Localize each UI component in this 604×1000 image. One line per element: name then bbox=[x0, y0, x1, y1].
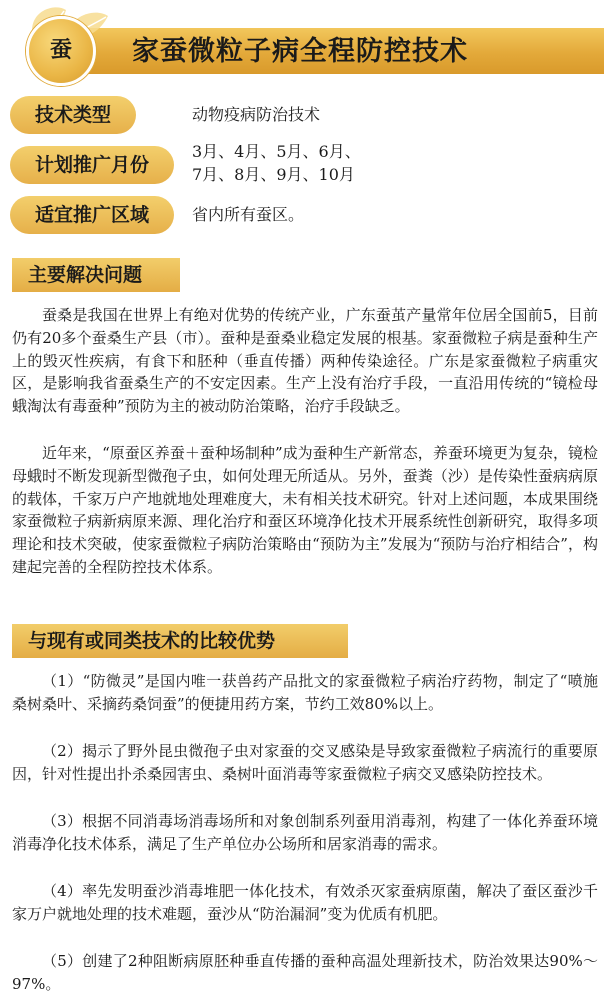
info-row-months bbox=[10, 144, 600, 192]
advantage-item-5: （5）创建了2种阻断病原胚种垂直传播的蚕种高温处理新技术，防治效果达90%～97%。 bbox=[12, 952, 598, 993]
category-badge bbox=[26, 16, 96, 86]
title-banner bbox=[0, 14, 604, 86]
problems-paragraph-1: 蚕桑是我国在世界上有绝对优势的传统产业，广东蚕茧产量常年位居全国前5，目前仍有20多个蚕桑生产县（市）。蚕种是蚕桑业稳定发展的根基。家蚕微粒子病是蚕种生产上的毁灭性疾病，有食下和胚种（垂直传播）两种传染途径。广东是家蚕微粒子病重灾区，是影响我省蚕桑生产的不安定因素。生产上没有治疗手段，一直沿用传统的“镜检母蛾淘汰有毒蚕种”预防为主的被动防治策略，治疗手段缺乏。 bbox=[12, 306, 598, 416]
region-label: 适宜推广区域 bbox=[10, 196, 174, 234]
advantage-item-1: （1）“防微灵”是国内唯一获兽药产品批文的家蚕微粒子病治疗药物，制定了“喷施桑树桑叶、采摘药桑饲蚕”的便捷用药方案，节约工效80%以上。 bbox=[12, 672, 598, 713]
advantage-item-3: （3）根据不同消毒场消毒场所和对象创制系列蚕用消毒剂，构建了一体化养蚕环境消毒净化技术体系，满足了生产单位办公场所和居家消毒的需求。 bbox=[12, 812, 598, 853]
section-heading-problems: 主要解决问题 bbox=[12, 258, 180, 292]
section-heading-advantages: 与现有或同类技术的比较优势 bbox=[12, 624, 348, 658]
problems-paragraph-2: 近年来，“原蚕区养蚕＋蚕种场制种”成为蚕种生产新常态，养蚕环境更为复杂，镜检母蛾时不断发现新型微孢子虫，如何处理无所适从。另外，蚕粪（沙）是传染性蚕病病原的载体，千家万户产地就地处理难度大，未有相关技术研究。针对上述问题，本成果围绕家蚕微粒子病新病原来源、理化治疗和蚕区环境净化技术开展系统性创新研究，取得多项理论和技术突破，使家蚕微粒子病防治策略由“预防为主”发展为“预防与治疗相结合”，构建起完善的全程防控技术体系。 bbox=[12, 444, 598, 576]
advantage-item-2: （2）揭示了野外昆虫微孢子虫对家蚕的交叉感染是导致家蚕微粒子病流行的重要原因，针对性提出扑杀桑园害虫、桑树叶面消毒等家蚕微粒子病交叉感染防控技术。 bbox=[12, 742, 598, 783]
page-title: 家蚕微粒子病全程防控技术 bbox=[132, 36, 468, 67]
months-label: 计划推广月份 bbox=[10, 146, 174, 184]
tech-type-value: 动物疫病防治技术 bbox=[192, 105, 321, 124]
region-value: 省内所有蚕区。 bbox=[192, 205, 305, 224]
tech-type-label: 技术类型 bbox=[10, 96, 136, 134]
months-value-line-2: 7月、8月、9月、10月 bbox=[192, 165, 355, 184]
months-value-line-1: 3月、4月、5月、6月、 bbox=[192, 142, 361, 161]
advantage-item-4: （4）率先发明蚕沙消毒堆肥一体化技术，有效杀灭家蚕病原菌，解决了蚕区蚕沙千家万户就地处理的技术难题，蚕沙从“防治漏洞”变为优质有机肥。 bbox=[12, 882, 598, 923]
info-row-tech-type bbox=[10, 96, 600, 136]
info-row-region bbox=[10, 196, 600, 236]
badge-char: 蚕 bbox=[49, 38, 72, 63]
